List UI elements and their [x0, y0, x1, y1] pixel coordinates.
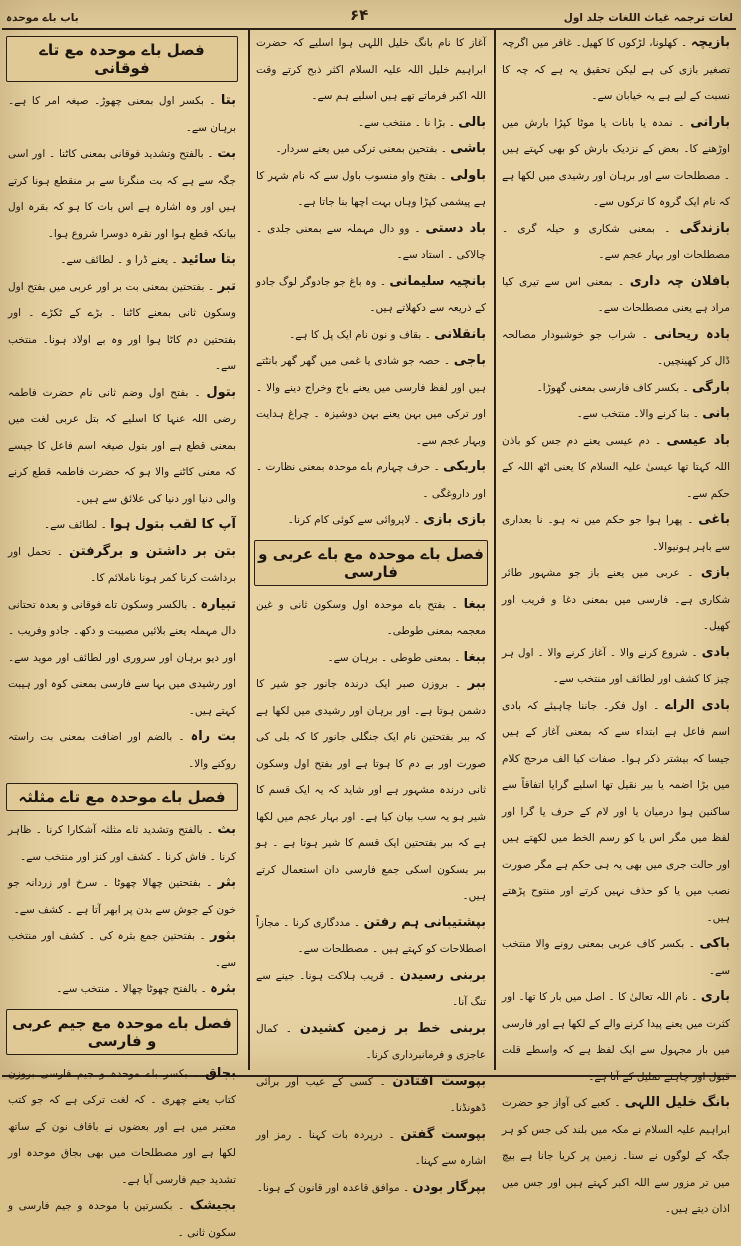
dictionary-entry: بپوست گفتن ۔ درپردہ بات کہنا ۔ رمز اور اشارہ سے کہنا۔ — [250, 1122, 492, 1175]
dictionary-entry: تبیارہ ۔ بالکسر وسکون تاے فوقانی و بعدہ تحتانی دال مہملہ یعنے بلائیں مصیبت و دکھ۔ جادو وفریب ۔ اور دیو برہان اور سروری اور لطائف اور موید سے۔ اور رشیدی میں بہا سے فارسی بمعنی کوہ اور ہیبت کہتے ہیں۔ — [2, 592, 242, 725]
section-heading: فصل باے موحدہ مع تاے مثلثہ — [6, 783, 238, 811]
entry-definition: بکسر اول بمعنی چھوڑ۔ صیغہ امر کا ہے۔ برہان سے۔ — [8, 95, 236, 134]
entries-list — [2, 817, 242, 1003]
entry-definition: حصہ جو شادی یا غمی میں گھر گھر بانٹتے ہیں اور لفظ فارسی میں یعنے باج وخراج دینے والا ۔ اور ترکی میں بہن یعنے بہن دوشیزہ ۔ چراغ ہدایت وبہار عجم سے۔ — [256, 355, 486, 447]
running-title: لغات ترجمہ غیاث اللغات جلد اول — [564, 12, 733, 24]
entry-headword: بت — [217, 146, 236, 161]
entry-definition: بروزن صبر ایک درندہ جانور جو شیر کا دشمن ہوتا ہے۔ اور برہان اور رشیدی میں لکھا ہے کہ ببر بفتحتین نام ایک جنگلی جانور کا کہ بلی کی صورت اور بے دم کا ہوتا ہے اور بفتح اول وسکون ثانی درندہ مشہور ہے اور شاید کہ یہ ایک قسم کا شیر ہو یہ سب بیان کیا ہے۔ اور بہار عجم میں لکھا ہے کہ ببر بفتحتین ایک قسم کا شیر ہوتا ہے ۔ ہو ببر بسکون اسکی جمع فارسی دان استعمال کرتے ہیں۔ — [256, 678, 486, 902]
entry-headword: باد عیسی — [667, 433, 730, 448]
dictionary-entry: بجیشک ۔ بکسرتین با موحدہ و جیم فارسی و سکون ثانی ۔ — [2, 1193, 242, 1246]
dictionary-entry: بارگی ۔ بکسر کاف فارسی بمعنی گھوڑا۔ — [496, 375, 736, 402]
dictionary-entry: باغی ۔ پھرا ہوا جو حکم میں نہ ہو۔ نا بعداری سے باہر ہونیوالا۔ — [496, 507, 736, 560]
entry-definition: اول فکر۔ جاننا چاہیئے کہ بادی اسم فاعل ہے ابتداء سے کہ بمعنی آغاز کے ہیں جیسا کہ بیشتر ذکر ہوا۔ صفات کیا الف مرحج کلام میں بڑا اضمہ یا بیر نقیل تھا اسلیے گرایا اتفاقاً سے ساکنین ہوا درمیان یا اور لام کے حرف یا گرا اور لفظ میں مگر اس یا کو رسم الخط میں لکھتے ہیں اور حالت جری میں بھی یہ ہی حکم ہے مگر صورت نصب میں یا کو حذف نہیں کرتے اور منتوح پڑھتے ہیں۔ — [502, 700, 730, 924]
entry-definition: درپردہ بات کہنا ۔ رمز اور اشارہ سے کہنا۔ — [256, 1129, 486, 1168]
dictionary-entry: بانقلانی ۔ بقاف و نون نام ایک پل کا ہے۔ — [250, 322, 492, 349]
entry-headword: بارانی — [690, 115, 730, 130]
entry-headword: ببر — [468, 676, 486, 691]
entries-list — [496, 30, 736, 1223]
dictionary-entry: بازیچہ ۔ کھلونا، لڑکوں کا کھیل۔ غافر میں اگرچہ تصغیر بازی کی ہے لیکن تحقیق یہ ہے کہ چہ کا نسبت کے لیے ہے یہ خیابان سے۔ — [496, 30, 736, 110]
dictionary-entry: باکی ۔ بکسر کاف عربی بمعنی رونے والا منتخب سے۔ — [496, 931, 736, 984]
entry-definition: بقاف و نون نام ایک پل کا ہے۔ — [289, 329, 421, 341]
dictionary-entry: بالی ۔ بڑا نا ۔ منتخب سے۔ — [250, 110, 492, 137]
dictionary-entry: بادی الراے ۔ اول فکر۔ جاننا چاہیئے کہ بادی اسم فاعل ہے ابتداء سے کہ بمعنی آغاز کے ہیں جیسا کہ بیشتر ذکر ہوا۔ صفات کیا الف مرحج کلام میں بڑا اضمہ یا بیر نقیل تھا اسلیے گرایا اتفاقاً سے ساکنین ہوا درمیان یا اور لام کے حرف یا گرا اور لفظ میں مگر اس یا کو رسم الخط میں لکھتے ہیں اور حالت جری میں بھی یہ ہی حکم ہے مگر صورت نصب میں یا کو حذف نہیں کرتے اور منتوح پڑھتے ہیں۔ — [496, 693, 736, 932]
dictionary-entry: بانی ۔ بنا کرنے والا۔ منتخب سے۔ — [496, 401, 736, 428]
entry-headword: بتول — [206, 385, 236, 400]
dictionary-entry: بادی ۔ شروع کرنے والا ۔ آغاز کرنے والا ۔ اول ہر چیز کا کشف اور لطائف اور منتخب سے۔ — [496, 640, 736, 693]
entry-definition: لاپروائی سے کوئی کام کرنا۔ — [288, 514, 411, 526]
entry-definition: نمدہ یا بانات یا موٹا کپڑا بارش میں اوڑھنے کا۔ بعض کے نزدیک بارش کو بھی کہتے ہیں ۔ مصطلحات سے اور برہان اور رشیدی میں لکھا ہے کہ نام ایک گروہ کا ترکوں سے۔ — [502, 117, 730, 209]
entry-headword: بجیشک — [190, 1198, 236, 1213]
entry-definition: بڑا نا ۔ منتخب سے۔ — [358, 117, 445, 129]
entry-definition: مددگاری کرنا ۔ مجازاً اصطلاحات کو کہتے ہیں ۔ مصطلحات سے۔ — [256, 917, 486, 956]
entry-definition: شروع کرنے والا ۔ آغاز کرنے والا ۔ اول ہر چیز کا کشف اور لطائف اور منتخب سے۔ — [502, 647, 730, 686]
entry-definition: بمعنی طوطی ۔ برہان سے۔ — [327, 652, 450, 664]
entry-headword: باغی — [698, 512, 730, 527]
entry-headword: بجاق — [205, 1066, 236, 1081]
entry-definition: تحمل اور برداشت کرنا کمر ہونا ناملائم کا۔ — [8, 546, 236, 585]
entry-definition: بنا کرنے والا۔ منتخب سے۔ — [577, 408, 690, 420]
entry-headword: باربکی — [443, 459, 486, 474]
entry-headword: تبر — [218, 279, 236, 294]
dictionary-entry: بت راہ ۔ بالضم اور اضافت بمعنی بت راستہ روکنے والا۔ — [2, 724, 242, 777]
entry-definition: موافق قاعدہ اور قانون کے ہونا۔ — [257, 1182, 400, 1194]
dictionary-entry: باولی ۔ بفتح واو منسوب باول سے کہ نام شہر کا ہے پیشمی کپڑا وہاں بہت اچھا بنا جاتا ہے۔ — [250, 163, 492, 216]
entry-headword: بادی — [702, 645, 730, 660]
entry-headword: بتا سائید — [181, 252, 236, 267]
entry-definition: کسی کے عیب اور برائی ڈھونڈنا۔ — [256, 1076, 486, 1115]
entry-headword: بپوست گفتن — [400, 1127, 486, 1142]
entry-headword: بازندگی — [680, 221, 730, 236]
dictionary-entry: بربنی خط بر زمین کشیدن ۔ کمال عاجزی و فرمانبرداری کرنا۔ — [250, 1016, 492, 1069]
entry-headword: بافلان چہ داری — [630, 274, 730, 289]
entry-headword: ببغا — [464, 597, 486, 612]
dictionary-entry: باشی ۔ بفتحین بمعنی ترکی میں یعنے سردار۔ — [250, 136, 492, 163]
entry-headword: بازیچہ — [691, 35, 730, 50]
entry-headword: باد دستی — [426, 221, 487, 236]
entry-headword: بادی الراے — [665, 698, 730, 713]
entry-definition: بکسر باے موحدہ و جیم فارسی بروزن کتاب یعنے چھری ۔ کہ لغت ترکی ہے کہ جو کتب معتبر میں ہے اور بعضوں نے باقاف نون کے ساتھ لکھا ہے اور مصطلحات میں بھی بجاق موحدہ اور تشدید جیم فارسی آیا ہے۔ — [8, 1068, 236, 1186]
entry-headword: بانقلانی — [434, 327, 486, 342]
entry-definition: بالفتح وتشدید فوقانی بمعنی کاٹنا ۔ اور اسی جگہ سے ہے کہ بت منگرنا سے بر منقطع ہونا کرتے ہیں اور وہ اشارہ ہے اس بات کا ہو کہ بقرہ اول بیانکہ قطع ہوا اور نقرہ دوسرا شروع ہوا۔ — [8, 148, 236, 240]
entry-definition: پھرا ہوا جو حکم میں نہ ہو۔ نا بعداری سے باہر ہونیوالا۔ — [502, 514, 730, 553]
entry-headword: بارگی — [692, 380, 730, 395]
dictionary-entry: بازندگی ۔ بمعنی شکاری و حیلہ گری ۔ مصطلحات اور بہار عجم سے۔ — [496, 216, 736, 269]
dictionary-entry: بتن بر داشتن و برگرفتن ۔ تحمل اور برداشت کرنا کمر ہونا ناملائم کا۔ — [2, 539, 242, 592]
entry-headword: بتا — [221, 93, 236, 108]
entry-definition: دم عیسی یعنے دم جس کو باذن اللہ کہتا تھا عیسیٰ علیہ السلام کا یعنی اٹھ اللہ کے حکم سے۔ — [502, 435, 730, 500]
entry-headword: تبیارہ — [201, 597, 236, 612]
entry-definition: بفتحین بمعنی ترکی میں یعنے سردار۔ — [275, 143, 437, 155]
dictionary-entry: بت ۔ بالفتح وتشدید فوقانی بمعنی کاٹنا ۔ اور اسی جگہ سے ہے کہ بت منگرنا سے بر منقطع ہونا کرتے ہیں اور وہ اشارہ ہے اس بات کا ہو کہ بقرہ اول بیانکہ قطع ہوا اور نقرہ دوسرا شروع ہوا۔ — [2, 141, 242, 247]
dictionary-entry: باری ۔ نام اللہ تعالیٰ کا ۔ اصل میں بار کا تھا۔ اور کثرت میں یعنے پیدا کرنے والے کے لکھا ہے اور فارسی میں بار مجہول سے ایک لفظ ہے کہ واسطے قلت قبول اور چاہنے تملیل کے آتا ہے۔ — [496, 984, 736, 1090]
entry-definition: بمعنی شکاری و حیلہ گری ۔ مصطلحات اور بہار عجم سے۔ — [502, 223, 730, 262]
entry-definition: بفتحتین بمعنی بت بر اور عربی میں بفتح اول وسکون ثانی بمعنے کاٹنا ۔ بڑے کے ٹکڑے ۔ اور بفتحتین دم کاٹا ہوا اور وہ بے اولاد ہونا۔ منتخب سے۔ — [8, 281, 236, 373]
entry-headword: بثر — [218, 875, 236, 890]
entry-headword: بثرہ — [210, 981, 236, 996]
dictionary-entry: باجی ۔ حصہ جو شادی یا غمی میں گھر گھر بانٹتے ہیں اور لفظ فارسی میں یعنے باج وخراج دینے والا ۔ اور ترکی میں بہن یعنے بہن دوشیزہ ۔ چراغ ہدایت وبہار عجم سے۔ — [250, 348, 492, 454]
dictionary-entry: بازی بازی ۔ لاپروائی سے کوئی کام کرنا۔ — [250, 507, 492, 534]
entry-definition: بفتح باے موحدہ اول وسکون ثانی و غین معجمہ بمعنی طوطی۔ — [256, 599, 486, 638]
dictionary-entry: باربکی ۔ حرف چہارم باے موحدہ بمعنی نظارت ۔ اور داروغگی ۔ — [250, 454, 492, 507]
entry-definition: بفتحتین چھالا چھوٹا ۔ سرخ اور زردانہ جو خون کے جوش سے بدن پر ابھر آتا ہے ۔ کشف سے۔ — [8, 877, 236, 916]
entry-headword: بپشتیبانی ہم رفتن — [364, 915, 486, 930]
dictionary-entry: باد دستی ۔ وو دال مہملہ سے بمعنی جلدی ۔ چالاکی ۔ استاد سے۔ — [250, 216, 492, 269]
entry-definition: بالکسر وسکون تاے فوقانی و بعدہ تحتانی دال مہملہ یعنے بلائیں مصیبت و دکھ۔ جادو وفریب ۔ اور دیو برہان اور سروری اور لطائف اور موید سے۔ اور رشیدی میں بہا سے فارسی بمعنی کوہ اور ہیبت کہتے ہیں۔ — [8, 599, 236, 717]
dictionary-entry: بادہ ریحانی ۔ شراب جو خوشبودار مصالحہ ڈال کر کھینچیں۔ — [496, 322, 736, 375]
dictionary-entry: بجاق ۔ بکسر باے موحدہ و جیم فارسی بروزن کتاب یعنے چھری ۔ کہ لغت ترکی ہے کہ جو کتب معتبر میں ہے اور بعضوں نے باقاف نون کے ساتھ لکھا ہے اور مصطلحات میں بھی بجاق موحدہ اور تشدید جیم فارسی آیا ہے۔ — [2, 1061, 242, 1194]
dictionary-entry: بتا سائید ۔ یعنے ڈرا و ۔ لطائف سے۔ — [2, 247, 242, 274]
entry-headword: بادہ ریحانی — [654, 327, 730, 342]
entry-definition: بفتح واو منسوب باول سے کہ نام شہر کا ہے پیشمی کپڑا وہاں بہت اچھا بنا جاتا ہے۔ — [256, 170, 486, 209]
dictionary-entry: باد عیسی ۔ دم عیسی یعنے دم جس کو باذن اللہ کہتا تھا عیسیٰ علیہ السلام کا یعنی اٹھ اللہ کے حکم سے۔ — [496, 428, 736, 508]
entry-headword: بثور — [210, 928, 236, 943]
entry-headword: بانچیہ سلیمانی — [389, 274, 486, 289]
entry-headword: باولی — [450, 168, 486, 183]
dictionary-entry: بثرہ ۔ بالفتح چھوٹا چھالا ۔ منتخب سے۔ — [2, 976, 242, 1003]
dictionary-entry: ببر ۔ بروزن صبر ایک درندہ جانور جو شیر کا دشمن ہوتا ہے۔ اور برہان اور رشیدی میں لکھا ہے کہ ببر بفتحتین نام ایک جنگلی جانور کا کہ بلی کی صورت اور بے دم کا ہوتا ہے اور بفتح اول وسکون ثانی درندہ مشہور ہے اور شاید کہ یہ ایک قسم کا شیر ہو یہ سب بیان کیا ہے۔ اور بہار عجم میں لکھا ہے کہ ببر بفتحتین ایک قسم کا شیر ہوتا ہے ۔ ہو ببر بسکون اسکی جمع فارسی دان استعمال کرتے ہیں۔ — [250, 671, 492, 910]
section-heading: فصل باے موحدہ مع تاے فوقانی — [6, 36, 238, 82]
dictionary-entry: بث ۔ بالفتح وتشدید ثاے مثلثہ آشکارا کرنا ۔ ظاہر کرنا ۔ فاش کرنا ۔ کشف اور کنز اور منتخب سے۔ — [2, 817, 242, 870]
entry-definition: بالضم اور اضافت بمعنی بت راستہ روکنے والا۔ — [8, 731, 236, 770]
entry-headword: آپ کا لقب بتول ہوا — [110, 517, 236, 532]
dictionary-entry: ببغا ۔ بمعنی طوطی ۔ برہان سے۔ — [250, 645, 492, 672]
entry-definition: وہ باغ جو جادوگر لوگ جادو کے ذریعہ سے دکھلاتے ہیں۔ — [256, 276, 486, 315]
entry-headword: بانی — [702, 406, 730, 421]
entry-definition: یعنے ڈرا و ۔ لطائف سے۔ — [60, 254, 168, 266]
entry-definition: کھلونا، لڑکوں کا کھیل۔ غافر میں اگرچہ تصغیر بازی کی ہے لیکن تحقیق یہ ہے کہ چہ کا نسبت کے لیے ہے یہ خیابان سے۔ — [502, 37, 730, 102]
dictionary-entry: تبر ۔ بفتحتین بمعنی بت بر اور عربی میں بفتح اول وسکون ثانی بمعنے کاٹنا ۔ بڑے کے ٹکڑے ۔ اور بفتحتین دم کاٹا ہوا اور وہ بے اولاد ہونا۔ منتخب سے۔ — [2, 274, 242, 380]
dictionary-entry: بثر ۔ بفتحتین چھالا چھوٹا ۔ سرخ اور زردانہ جو خون کے جوش سے بدن پر ابھر آتا ہے ۔ کشف سے۔ — [2, 870, 242, 923]
entry-headword: بت راہ — [191, 729, 236, 744]
entries-list — [2, 88, 242, 777]
entry-definition: عربی میں یعنے باز جو مشہور طائر شکاری ہے۔ فارسی میں بمعنی دغا و فریب اور کھیل۔ — [502, 567, 730, 632]
dictionary-entry: بارانی ۔ نمدہ یا بانات یا موٹا کپڑا بارش میں اوڑھنے کا۔ بعض کے نزدیک بارش کو بھی کہتے ہیں ۔ مصطلحات سے اور برہان اور رشیدی میں لکھا ہے کہ نام ایک گروہ کا ترکوں سے۔ — [496, 110, 736, 216]
dictionary-entry: بانچیہ سلیمانی ۔ وہ باغ جو جادوگر لوگ جادو کے ذریعہ سے دکھلاتے ہیں۔ — [250, 269, 492, 322]
entry-headword: بالی — [458, 115, 486, 130]
entry-definition: بمعنی اس سے تیری کیا مراد ہے یعنی مصطلحات سے۔ — [502, 276, 730, 315]
entry-headword: بازی بازی — [423, 512, 486, 527]
chapter-title: باب باے موحدہ — [6, 12, 79, 24]
dictionary-entry: آپ کا لقب بتول ہوا ۔ لطائف سے۔ — [2, 512, 242, 539]
entry-headword: بانگ خلیل اللہی — [625, 1095, 730, 1110]
dictionary-entry: بافلان چہ داری ۔ بمعنی اس سے تیری کیا مراد ہے یعنی مصطلحات سے۔ — [496, 269, 736, 322]
entry-definition: قریب ہلاکت ہونا۔ جینے سے تنگ آنا۔ — [256, 970, 486, 1009]
entry-definition: بالفتح چھوٹا چھالا ۔ منتخب سے۔ — [56, 983, 197, 995]
entry-definition: حرف چہارم باے موحدہ بمعنی نظارت ۔ اور داروغگی ۔ — [256, 461, 486, 500]
entry-headword: ببغا — [464, 650, 486, 665]
dictionary-entry: بتول ۔ بفتح اول وضم ثانی نام حضرت فاطمہ رضی اللہ عنہا کا اسلیے کہ بتل عربی لغت میں بمعنی قطع ہے اور بتول صیغہ اسم فاعل کا جیسے کہ معنی کاٹنے والا ہو کہ حضرت فاطمہ قطع کرنے والی دنیا اور دنیا کی علائق سے ہیں۔ — [2, 380, 242, 513]
entry-definition: لطائف سے۔ — [44, 519, 97, 531]
dictionary-entry: بازی ۔ عربی میں یعنے باز جو مشہور طائر شکاری ہے۔ فارسی میں بمعنی دغا و فریب اور کھیل۔ — [496, 560, 736, 640]
entry-headword: بربنی رسیدن — [400, 968, 486, 983]
entry-headword: بپوست افتادن — [392, 1074, 486, 1089]
entry-headword: باری — [701, 989, 730, 1004]
dictionary-entry: بپوست افتادن ۔ کسی کے عیب اور برائی ڈھونڈنا۔ — [250, 1069, 492, 1122]
entry-headword: بربنی خط بر زمین کشیدن — [300, 1021, 486, 1036]
entry-headword: بتن بر داشتن و برگرفتن — [69, 544, 236, 559]
dictionary-entry: بثور ۔ بفتحتین جمع بثرہ کی ۔ کشف اور منتخب سے۔ — [2, 923, 242, 976]
entry-definition: بکسرتین با موحدہ و جیم فارسی و سکون ثانی ۔ — [8, 1200, 236, 1239]
entry-headword: باجی — [454, 353, 486, 368]
entries-list — [2, 1061, 242, 1246]
entry-definition: نام اللہ تعالیٰ کا ۔ اصل میں بار کا تھا۔ اور کثرت میں یعنے پیدا کرنے والے کے لکھا ہے اور فارسی میں بار مجہول سے ایک لفظ ہے کہ واسطے قلت قبول اور چاہنے تملیل کے آتا ہے۔ — [502, 991, 730, 1083]
entry-definition: آغاز کا نام بانگ خلیل اللہی ہوا اسلیے کہ حضرت ابراہیم خلیل اللہ علیہ السلام اکثر ذبح کرتے وقت اللہ اکبر فرماتے تھے ہیں اسلیے ہم سے۔ — [256, 37, 486, 102]
dictionary-entry: بربنی رسیدن ۔ قریب ہلاکت ہونا۔ جینے سے تنگ آنا۔ — [250, 963, 492, 1016]
column-left — [2, 30, 242, 1070]
dictionary-entry: بانگ خلیل اللہی ۔ کعبے کی آواز جو حضرت ابراہیم علیہ السلام نے مکہ میں بلند کی جس کو ہر جگہ کے لوگوں نے سنا۔ زمین پر کریا جانا ہے بیچ میں تر مزور سے اللہ اکبر کہتے ہیں اور جس میں اذان دیتے ہیں۔ — [496, 1090, 736, 1223]
dictionary-entry: بپشتیبانی ہم رفتن ۔ مددگاری کرنا ۔ مجازاً اصطلاحات کو کہتے ہیں ۔ مصطلحات سے۔ — [250, 910, 492, 963]
dictionary-entry: بتا ۔ بکسر اول بمعنی چھوڑ۔ صیغہ امر کا ہے۔ برہان سے۔ — [2, 88, 242, 141]
dictionary-entry: بپرگار بودن ۔ موافق قاعدہ اور قانون کے ہونا۔ — [250, 1175, 492, 1202]
dictionary-entry — [250, 30, 492, 110]
column-right — [494, 30, 736, 1070]
entry-headword: بث — [217, 822, 236, 837]
entries-list — [250, 592, 492, 1202]
dictionary-entry: ببغا ۔ بفتح باے موحدہ اول وسکون ثانی و غین معجمہ بمعنی طوطی۔ — [250, 592, 492, 645]
section-heading: فصل باے موحدہ مع جیم عربی و فارسی — [6, 1009, 238, 1055]
entries-list — [250, 30, 492, 534]
entry-headword: بپرگار بودن — [412, 1180, 486, 1195]
entry-headword: باشی — [450, 141, 486, 156]
entry-definition: کمال عاجزی و فرمانبرداری کرنا۔ — [256, 1023, 486, 1062]
entry-definition: کعبے کی آواز جو حضرت ابراہیم علیہ السلام نے مکہ میں بلند کی جس کو ہر جگہ کے لوگوں نے سنا۔ زمین پر کریا جانا ہے بیچ میں تر مزور سے اللہ اکبر کہتے ہیں اور جس میں اذان دیتے ہیں۔ — [502, 1097, 730, 1215]
entry-definition: بفتحتین جمع بثرہ کی ۔ کشف اور منتخب سے۔ — [8, 930, 236, 969]
entry-definition: شراب جو خوشبودار مصالحہ ڈال کر کھینچیں۔ — [502, 329, 730, 368]
entry-definition: بفتح اول وضم ثانی نام حضرت فاطمہ رضی اللہ عنہا کا اسلیے کہ بتل عربی لغت میں بمعنی قطع ہے اور بتول صیغہ اسم فاعل کا جیسے کہ معنی کاٹنے والا ہو کہ حضرت فاطمہ قطع کرنے والی دنیا اور دنیا کی علائق سے ہیں۔ — [8, 387, 236, 505]
column-middle — [248, 30, 492, 1070]
section-heading: فصل باے موحدہ مع باے عربی و فارسی — [254, 540, 488, 586]
entry-headword: بازی — [701, 565, 730, 580]
entry-definition: بالفتح وتشدید ثاے مثلثہ آشکارا کرنا ۔ ظاہر کرنا ۔ فاش کرنا ۔ کشف اور کنز اور منتخب سے۔ — [8, 824, 236, 863]
page-number: ۶۴ — [350, 6, 368, 24]
entry-definition: بکسر کاف عربی بمعنی رونے والا منتخب سے۔ — [502, 938, 730, 977]
entry-definition: وو دال مہملہ سے بمعنی جلدی ۔ چالاکی ۔ استاد سے۔ — [256, 223, 486, 262]
entry-definition: بکسر کاف فارسی بمعنی گھوڑا۔ — [537, 382, 680, 394]
entry-headword: باکی — [700, 936, 730, 951]
